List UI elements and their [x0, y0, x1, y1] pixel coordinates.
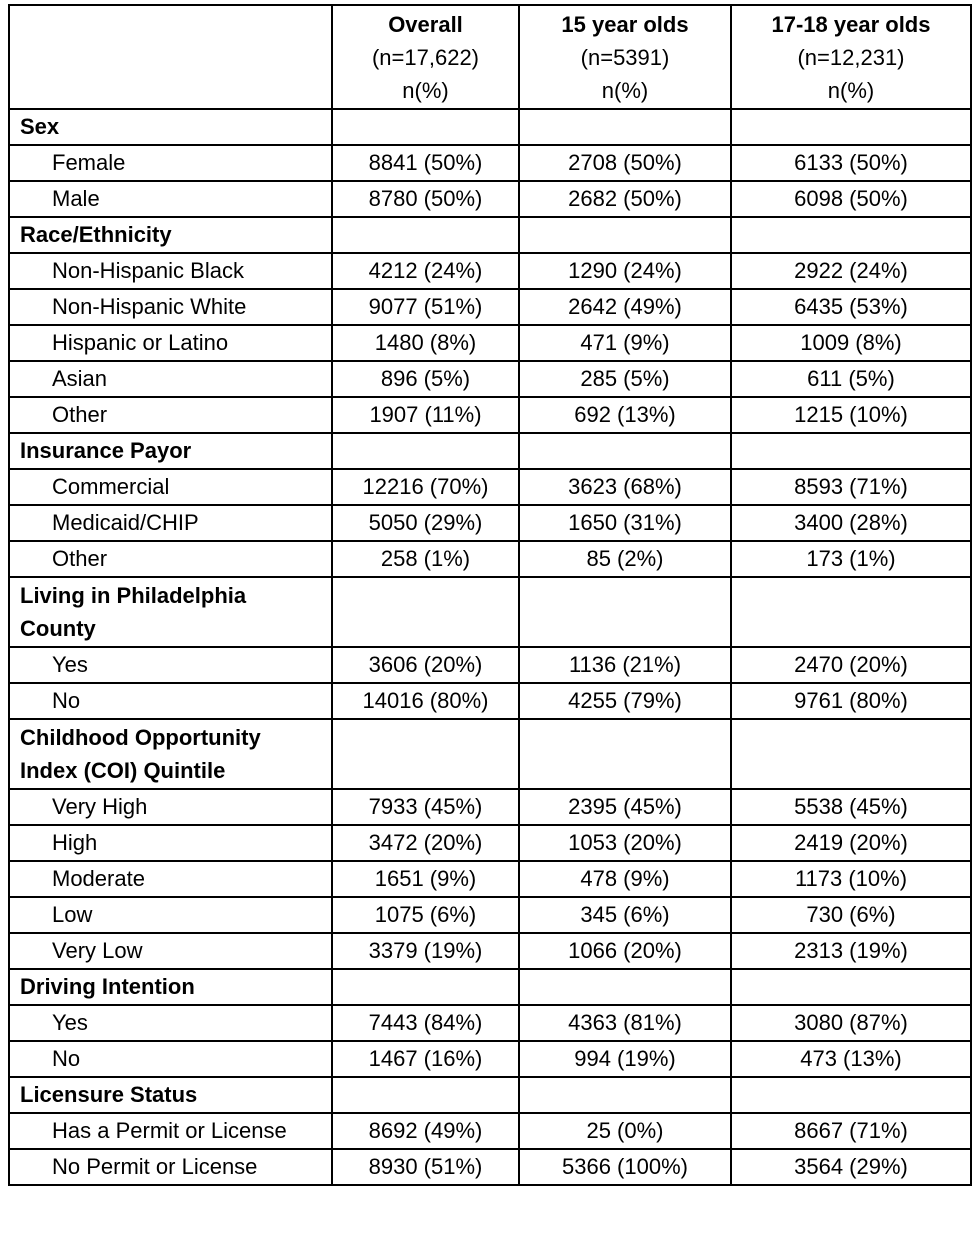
row-label: Non-Hispanic Black — [9, 253, 332, 289]
table-row — [9, 1005, 971, 1041]
row-label: Other — [9, 541, 332, 577]
row-label: Other — [9, 397, 332, 433]
category-label — [9, 577, 332, 647]
value-cell: 692 (13%) — [519, 397, 731, 433]
empty-cell — [731, 217, 971, 253]
value-cell: 478 (9%) — [519, 861, 731, 897]
value-cell: 2470 (20%) — [731, 647, 971, 683]
value-cell: 1066 (20%) — [519, 933, 731, 969]
value-cell: 7443 (84%) — [332, 1005, 519, 1041]
value-cell: 1009 (8%) — [731, 325, 971, 361]
column-header-overall — [332, 5, 519, 109]
row-label: Yes — [9, 1005, 332, 1041]
value-cell: 5366 (100%) — [519, 1149, 731, 1185]
value-cell: 6435 (53%) — [731, 289, 971, 325]
value-cell: 2708 (50%) — [519, 145, 731, 181]
column-header-15-year-olds — [519, 5, 731, 109]
row-label: No — [9, 683, 332, 719]
value-cell: 3080 (87%) — [731, 1005, 971, 1041]
value-cell: 6098 (50%) — [731, 181, 971, 217]
row-label: Male — [9, 181, 332, 217]
value-cell: 1467 (16%) — [332, 1041, 519, 1077]
value-cell: 6133 (50%) — [731, 145, 971, 181]
table-row — [9, 1041, 971, 1077]
value-cell: 9077 (51%) — [332, 289, 519, 325]
table-row — [9, 505, 971, 541]
empty-cell — [519, 109, 731, 145]
empty-cell — [332, 1077, 519, 1113]
empty-cell — [519, 1077, 731, 1113]
value-cell: 1215 (10%) — [731, 397, 971, 433]
column-unit: n(%) — [601, 77, 649, 103]
value-cell: 2922 (24%) — [731, 253, 971, 289]
column-name: 15 year olds — [561, 11, 689, 37]
category-label-line: Living in Philadelphia — [20, 583, 247, 608]
demographics-table — [8, 4, 972, 1186]
table-row — [9, 361, 971, 397]
table-body — [9, 109, 971, 1185]
value-cell: 2419 (20%) — [731, 825, 971, 861]
empty-cell — [519, 433, 731, 469]
table-row — [9, 145, 971, 181]
empty-cell — [731, 1077, 971, 1113]
table-row — [9, 789, 971, 825]
column-unit: n(%) — [827, 77, 875, 103]
column-sample-size: (n=17,622) — [371, 44, 480, 70]
value-cell: 3472 (20%) — [332, 825, 519, 861]
table-row — [9, 825, 971, 861]
category-row — [9, 719, 971, 789]
category-label: Race/Ethnicity — [9, 217, 332, 253]
value-cell: 8841 (50%) — [332, 145, 519, 181]
row-label: Very Low — [9, 933, 332, 969]
table-row — [9, 181, 971, 217]
table-row — [9, 683, 971, 719]
column-name: 17-18 year olds — [771, 11, 931, 37]
row-label: No — [9, 1041, 332, 1077]
value-cell: 1290 (24%) — [519, 253, 731, 289]
table-row — [9, 861, 971, 897]
column-unit: n(%) — [402, 77, 449, 103]
category-label: Sex — [9, 109, 332, 145]
empty-cell — [332, 969, 519, 1005]
category-row — [9, 433, 971, 469]
value-cell: 471 (9%) — [519, 325, 731, 361]
empty-cell — [332, 719, 519, 789]
empty-cell — [519, 719, 731, 789]
empty-cell — [332, 217, 519, 253]
row-label: Has a Permit or License — [9, 1113, 332, 1149]
table-row — [9, 289, 971, 325]
category-row — [9, 1077, 971, 1113]
value-cell: 1053 (20%) — [519, 825, 731, 861]
value-cell: 1173 (10%) — [731, 861, 971, 897]
row-label: No Permit or License — [9, 1149, 332, 1185]
value-cell: 2682 (50%) — [519, 181, 731, 217]
value-cell: 14016 (80%) — [332, 683, 519, 719]
category-row — [9, 969, 971, 1005]
value-cell: 1651 (9%) — [332, 861, 519, 897]
empty-cell — [731, 969, 971, 1005]
value-cell: 1480 (8%) — [332, 325, 519, 361]
header-empty-cell — [9, 5, 332, 109]
value-cell: 2642 (49%) — [519, 289, 731, 325]
empty-cell — [332, 109, 519, 145]
value-cell: 4255 (79%) — [519, 683, 731, 719]
table-row — [9, 469, 971, 505]
value-cell: 3623 (68%) — [519, 469, 731, 505]
value-cell: 7933 (45%) — [332, 789, 519, 825]
value-cell: 730 (6%) — [731, 897, 971, 933]
table-row — [9, 253, 971, 289]
table-row — [9, 897, 971, 933]
value-cell: 258 (1%) — [332, 541, 519, 577]
value-cell: 4212 (24%) — [332, 253, 519, 289]
value-cell: 3379 (19%) — [332, 933, 519, 969]
empty-cell — [731, 577, 971, 647]
row-label: Medicaid/CHIP — [9, 505, 332, 541]
value-cell: 8593 (71%) — [731, 469, 971, 505]
column-name: Overall — [388, 11, 463, 37]
category-label: Insurance Payor — [9, 433, 332, 469]
row-label: Very High — [9, 789, 332, 825]
row-label: High — [9, 825, 332, 861]
value-cell: 611 (5%) — [731, 361, 971, 397]
value-cell: 1650 (31%) — [519, 505, 731, 541]
value-cell: 345 (6%) — [519, 897, 731, 933]
value-cell: 2395 (45%) — [519, 789, 731, 825]
value-cell: 5538 (45%) — [731, 789, 971, 825]
value-cell: 1136 (21%) — [519, 647, 731, 683]
value-cell: 994 (19%) — [519, 1041, 731, 1077]
row-label: Low — [9, 897, 332, 933]
value-cell: 3606 (20%) — [332, 647, 519, 683]
row-label: Commercial — [9, 469, 332, 505]
empty-cell — [731, 433, 971, 469]
value-cell: 173 (1%) — [731, 541, 971, 577]
value-cell: 285 (5%) — [519, 361, 731, 397]
value-cell: 9761 (80%) — [731, 683, 971, 719]
value-cell: 85 (2%) — [519, 541, 731, 577]
value-cell: 3564 (29%) — [731, 1149, 971, 1185]
empty-cell — [731, 719, 971, 789]
header-row — [9, 5, 971, 109]
value-cell: 8667 (71%) — [731, 1113, 971, 1149]
table-row — [9, 1149, 971, 1185]
category-row — [9, 577, 971, 647]
empty-cell — [332, 577, 519, 647]
category-label: Driving Intention — [9, 969, 332, 1005]
table-row — [9, 1113, 971, 1149]
row-label: Hispanic or Latino — [9, 325, 332, 361]
category-row — [9, 109, 971, 145]
value-cell: 3400 (28%) — [731, 505, 971, 541]
category-label — [9, 719, 332, 789]
value-cell: 1075 (6%) — [332, 897, 519, 933]
column-header-17-18-year-olds — [731, 5, 971, 109]
value-cell: 25 (0%) — [519, 1113, 731, 1149]
empty-cell — [519, 969, 731, 1005]
category-label-line: Index (COI) Quintile — [20, 758, 226, 783]
table-row — [9, 397, 971, 433]
value-cell: 2313 (19%) — [731, 933, 971, 969]
category-label-line: Childhood Opportunity — [20, 725, 261, 750]
category-label: Licensure Status — [9, 1077, 332, 1113]
table-row — [9, 325, 971, 361]
row-label: Yes — [9, 647, 332, 683]
empty-cell — [731, 109, 971, 145]
value-cell: 5050 (29%) — [332, 505, 519, 541]
category-label-line: County — [20, 616, 96, 641]
value-cell: 8780 (50%) — [332, 181, 519, 217]
table-row — [9, 933, 971, 969]
table-row — [9, 647, 971, 683]
row-label: Non-Hispanic White — [9, 289, 332, 325]
table-row — [9, 541, 971, 577]
column-sample-size: (n=12,231) — [797, 44, 905, 70]
empty-cell — [332, 433, 519, 469]
empty-cell — [519, 577, 731, 647]
row-label: Moderate — [9, 861, 332, 897]
value-cell: 12216 (70%) — [332, 469, 519, 505]
value-cell: 1907 (11%) — [332, 397, 519, 433]
value-cell: 896 (5%) — [332, 361, 519, 397]
category-row — [9, 217, 971, 253]
row-label: Female — [9, 145, 332, 181]
value-cell: 8692 (49%) — [332, 1113, 519, 1149]
empty-cell — [519, 217, 731, 253]
column-sample-size: (n=5391) — [580, 44, 670, 70]
value-cell: 8930 (51%) — [332, 1149, 519, 1185]
value-cell: 473 (13%) — [731, 1041, 971, 1077]
row-label: Asian — [9, 361, 332, 397]
value-cell: 4363 (81%) — [519, 1005, 731, 1041]
